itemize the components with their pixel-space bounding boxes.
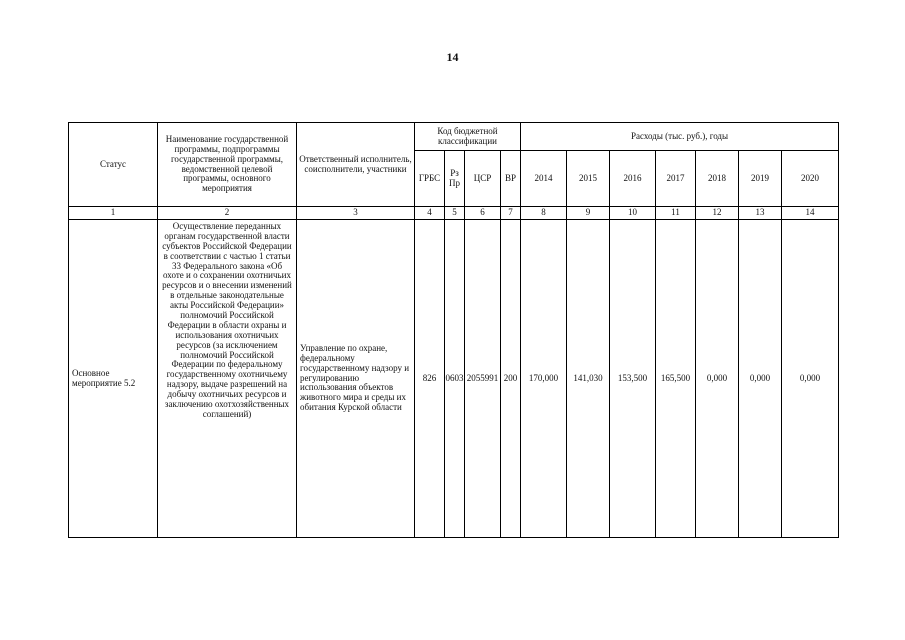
header-rzpr: Рз Пр xyxy=(445,151,465,207)
column-number: 13 xyxy=(739,207,782,220)
header-expenses: Расходы (тыс. руб.), годы xyxy=(521,123,839,151)
column-number: 3 xyxy=(297,207,415,220)
row-executor: Управление по охране, федеральному государственному надзору и регулированию использования объектов животного мира и среды их обитания Курской области xyxy=(297,220,415,538)
header-name: Наименование государственной программы, подпрограммы государственной программы, ведомственной целевой программы, основного мероприятия xyxy=(158,123,297,207)
header-csr: ЦСР xyxy=(465,151,501,207)
column-number: 1 xyxy=(69,207,158,220)
page-number: 14 xyxy=(446,50,459,64)
column-number: 4 xyxy=(415,207,445,220)
column-number: 5 xyxy=(445,207,465,220)
header-year: 2020 xyxy=(782,151,839,207)
row-rzpr: 0603 xyxy=(445,220,465,538)
header-vr: ВР xyxy=(501,151,521,207)
row-name: Осуществление переданных органам государственной власти субъектов Российской Федерации в соответствии с частью 1 статьи 33 Федерального закона «Об охоте и о сохранении охотничьих ресурсов и о внесении изменений в отдельные законодательные акты Российской Федерации» полномочий Российской Федерации в области охраны и использования охотничьих ресурсов (за исключением полномочий Российской Федерации по федеральному государственному охотничьему надзору, выдаче разрешений на добычу охотничьих ресурсов и заключению охотхозяйственных соглашений) xyxy=(158,220,297,538)
header-grbs: ГРБС xyxy=(415,151,445,207)
row-csr: 2055991 xyxy=(465,220,501,538)
column-number: 10 xyxy=(610,207,656,220)
row-grbs: 826 xyxy=(415,220,445,538)
budget-table xyxy=(68,122,839,538)
column-number: 8 xyxy=(521,207,567,220)
column-number: 12 xyxy=(696,207,739,220)
row-value: 141,030 xyxy=(567,220,610,538)
row-vr: 200 xyxy=(501,220,521,538)
column-number: 2 xyxy=(158,207,297,220)
table-row xyxy=(69,220,839,538)
row-value: 153,500 xyxy=(610,220,656,538)
header-year: 2018 xyxy=(696,151,739,207)
column-number: 11 xyxy=(656,207,696,220)
header-status: Статус xyxy=(69,123,158,207)
row-status: Основное мероприятие 5.2 xyxy=(69,220,158,538)
column-number: 14 xyxy=(782,207,839,220)
header-year: 2019 xyxy=(739,151,782,207)
header-year: 2017 xyxy=(656,151,696,207)
header-year: 2016 xyxy=(610,151,656,207)
column-number: 7 xyxy=(501,207,521,220)
header-executor: Ответственный исполнитель, соисполнители, участники xyxy=(297,123,415,207)
header-year: 2015 xyxy=(567,151,610,207)
row-value: 0,000 xyxy=(739,220,782,538)
row-value: 165,500 xyxy=(656,220,696,538)
row-value: 170,000 xyxy=(521,220,567,538)
column-number: 6 xyxy=(465,207,501,220)
header-year: 2014 xyxy=(521,151,567,207)
header-budget-code: Код бюджетной классификации xyxy=(415,123,521,151)
row-value: 0,000 xyxy=(696,220,739,538)
column-number: 9 xyxy=(567,207,610,220)
row-value: 0,000 xyxy=(782,220,839,538)
